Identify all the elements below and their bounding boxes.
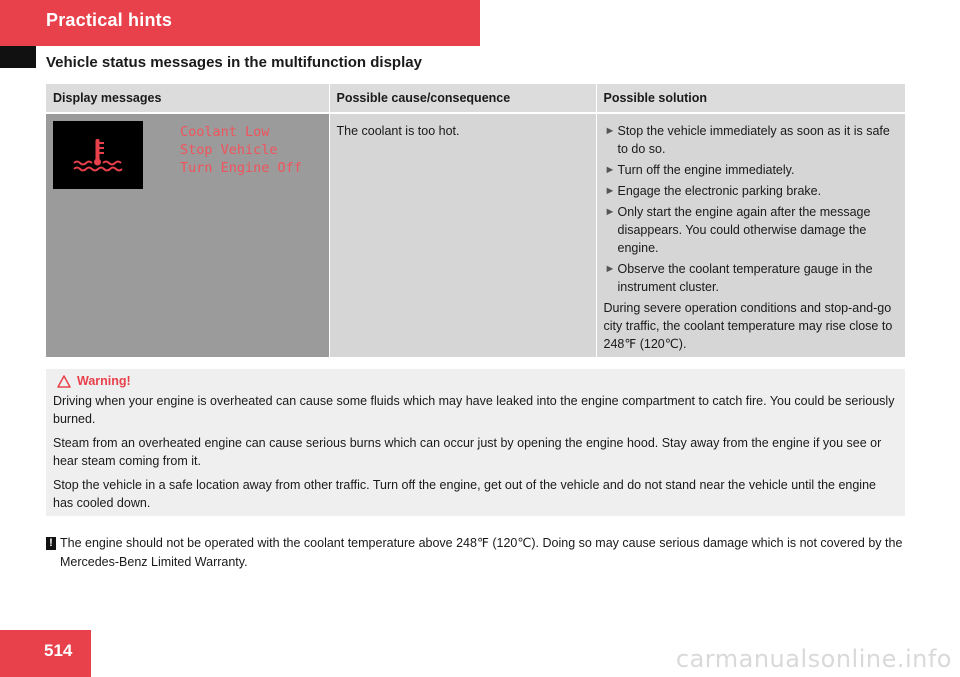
page-number-tab <box>0 630 91 677</box>
solution-text: Engage the electronic parking brake. <box>617 184 822 198</box>
header-tab <box>0 0 480 46</box>
display-message-text <box>180 123 302 177</box>
display-line: Coolant Low <box>180 124 270 140</box>
column-header-display: Display messages <box>46 84 329 113</box>
solution-text: Observe the coolant temperature gauge in the instrument cluster. <box>617 262 873 294</box>
column-header-cause: Possible cause/consequence <box>329 84 596 113</box>
cause-cell <box>329 113 596 357</box>
arrow-right-icon: ► <box>604 206 616 218</box>
solution-text: Stop the vehicle immediately as soon as it is safe to do so. <box>617 124 890 156</box>
list-item <box>604 182 899 200</box>
solution-text: Turn off the engine immediately. <box>617 163 795 177</box>
section-marker <box>0 46 36 68</box>
warning-paragraph: Driving when your engine is overheated can cause some fluids which may have leaked into the engine compartment to catch fire. You could be seriously burned. <box>53 394 895 426</box>
warning-paragraph: Steam from an overheated engine can cause serious burns which can occur just by opening the engine hood. Stay away from the engine if you see or hear steam coming from it. <box>53 436 882 468</box>
warning-triangle-icon <box>57 375 71 388</box>
page-header-title: Practical hints <box>46 10 173 30</box>
solution-cell <box>596 113 905 357</box>
arrow-right-icon: ► <box>604 185 616 197</box>
list-item <box>604 203 899 257</box>
caution-note <box>46 534 922 572</box>
column-header-solution: Possible solution <box>596 84 905 113</box>
arrow-right-icon: ► <box>604 263 616 275</box>
status-message-table <box>46 84 905 357</box>
cause-text: The coolant is too hot. <box>336 124 460 138</box>
note-text: The engine should not be operated with the coolant temperature above 248℉ (120℃). Doing so may cause serious damage which is not covered by the Mercedes-Benz Limited Warranty. <box>60 536 903 569</box>
arrow-right-icon: ► <box>604 164 616 176</box>
list-item <box>604 260 899 296</box>
watermark: carmanualsonline.info <box>675 645 952 673</box>
coolant-temperature-icon <box>53 121 143 189</box>
display-message-cell <box>46 113 329 357</box>
table-header-row <box>46 84 905 113</box>
warning-box <box>46 369 905 516</box>
list-item <box>604 122 899 158</box>
solution-list <box>604 122 899 296</box>
page-number: 514 <box>44 641 73 660</box>
solution-note: During severe operation conditions and stop-and-go city traffic, the coolant temperature may rise close to 248℉ (120℃). <box>603 301 893 351</box>
display-line: Stop Vehicle <box>180 142 278 158</box>
table-row <box>46 113 905 357</box>
exclamation-icon: ! <box>46 537 56 550</box>
list-item <box>604 161 899 179</box>
warning-title: Warning! <box>77 374 131 388</box>
display-line: Turn Engine Off <box>180 160 302 176</box>
warning-paragraph: Stop the vehicle in a safe location away from other traffic. Turn off the engine, get out of the vehicle and do not stand near the vehicle until the engine has cooled down. <box>53 478 876 510</box>
arrow-right-icon: ► <box>604 125 616 137</box>
solution-text: Only start the engine again after the message disappears. You could otherwise damage the engine. <box>617 205 871 255</box>
warning-header <box>57 372 898 390</box>
section-title: Vehicle status messages in the multifunction display <box>46 54 422 71</box>
